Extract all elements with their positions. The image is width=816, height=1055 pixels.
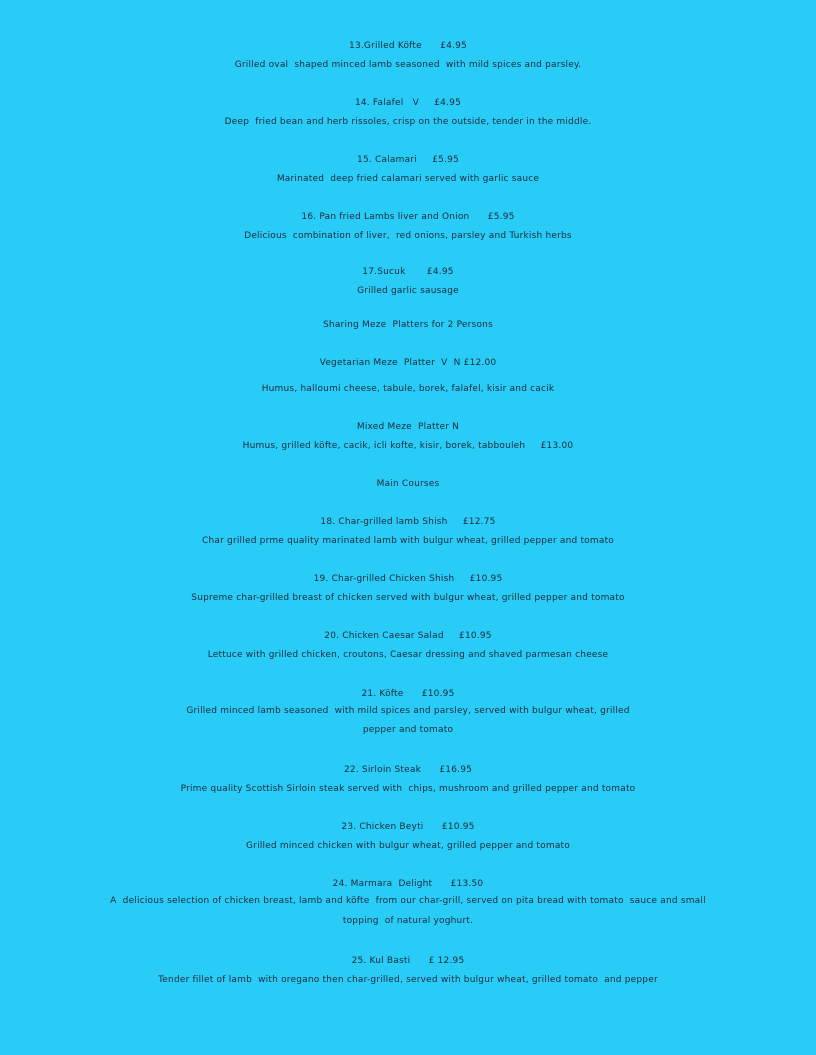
item-21-desc: Grilled minced lamb seasoned with mild spices and parsley, served with bulgur wheat, grilled: [186, 706, 630, 716]
item-20-desc: Lettuce with grilled chicken, croutons, Caesar dressing and shaved parmesan cheese: [207, 650, 609, 660]
item-14-title: 14. Falafel V £4.95: [354, 98, 462, 108]
item-24-desc: A delicious selection of chicken breast, lamb and köfte from our char-grill, served on pita bread with tomato sauce and small: [110, 896, 706, 906]
item-16-title: 16. Pan fried Lambs liver and Onion £5.95: [301, 212, 515, 222]
item-22-title: 22. Sirloin Steak £16.95: [343, 765, 473, 775]
item-23-desc: Grilled minced chicken with bulgur wheat, grilled pepper and tomato: [246, 841, 570, 851]
item-19-desc: Supreme char-grilled breast of chicken served with bulgur wheat, grilled pepper and tomato: [191, 593, 625, 603]
item-14-desc: Deep fried bean and herb rissoles, crisp on the outside, tender in the middle.: [224, 117, 592, 127]
item-15-desc: Marinated deep fried calamari served with garlic sauce: [276, 174, 540, 184]
item-23-title: 23. Chicken Beyti £10.95: [341, 822, 475, 832]
item-21-desc-cont: pepper and tomato: [362, 725, 454, 735]
platter-veg-title: Vegetarian Meze Platter V N £12.00: [319, 358, 497, 368]
item-15-title: 15. Calamari £5.95: [357, 155, 459, 165]
item-24-title: 24. Marmara Delight £13.50: [332, 879, 484, 889]
platter-mixed-desc: Humus, grilled köfte, cacik, icli kofte, kisir, borek, tabbouleh £13.00: [242, 441, 574, 451]
item-19-title: 19. Char-grilled Chicken Shish £10.95: [313, 574, 503, 584]
item-25-title: 25. Kul Basti £ 12.95: [351, 956, 465, 966]
main-courses-heading: Main Courses: [376, 479, 440, 489]
item-18-desc: Char grilled prme quality marinated lamb with bulgur wheat, grilled pepper and tomato: [201, 536, 615, 546]
platter-veg-desc: Humus, halloumi cheese, tabule, borek, falafel, kisir and cacik: [261, 384, 555, 394]
item-16-desc: Delicious combination of liver, red onions, parsley and Turkish herbs: [244, 231, 572, 241]
item-17-title: 17.Sucuk £4.95: [362, 267, 454, 277]
item-21-title: 21. Köfte £10.95: [361, 689, 455, 699]
item-20-title: 20. Chicken Caesar Salad £10.95: [324, 631, 492, 641]
platter-mixed-title: Mixed Meze Platter N: [356, 422, 460, 432]
item-25-desc: Tender fillet of lamb with oregano then char-grilled, served with bulgur wheat, grilled tomato and pepper: [158, 975, 658, 985]
item-18-title: 18. Char-grilled lamb Shish £12.75: [320, 517, 496, 527]
item-13-title: 13.Grilled Köfte £4.95: [349, 41, 467, 51]
item-22-desc: Prime quality Scottish Sirloin steak served with chips, mushroom and grilled pepper and tomato: [180, 784, 636, 794]
sharing-heading: Sharing Meze Platters for 2 Persons: [323, 320, 493, 330]
item-13-desc: Grilled oval shaped minced lamb seasoned with mild spices and parsley.: [234, 60, 582, 70]
item-17-desc: Grilled garlic sausage: [357, 286, 459, 296]
item-24-desc-cont: topping of natural yoghurt.: [342, 916, 474, 926]
